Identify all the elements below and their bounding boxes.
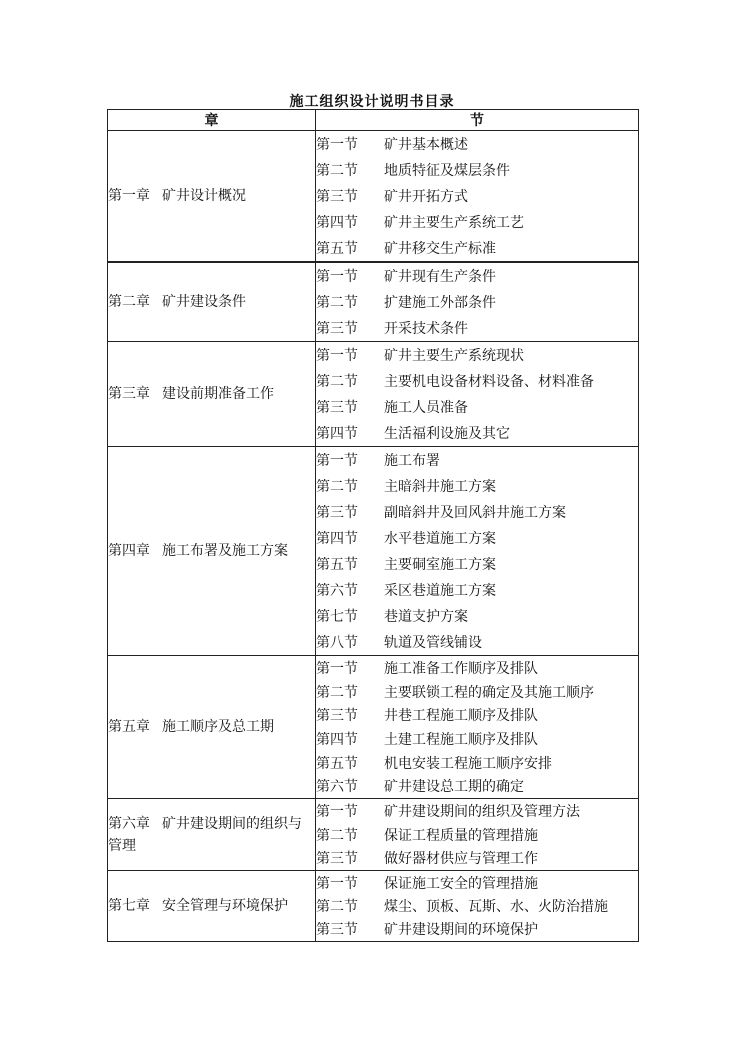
section-item (316, 703, 638, 727)
sections-cell (316, 342, 639, 447)
section-title: 矿井主要生产系统现状 (384, 348, 524, 364)
section-item (316, 235, 638, 261)
toc-body (108, 131, 639, 942)
chapter-number: 第五章 (108, 719, 150, 736)
chapter-cell (108, 342, 316, 447)
chapter-number: 第一章 (108, 188, 150, 204)
section-item (316, 209, 638, 235)
section-number: 第八节 (316, 635, 358, 651)
section-item (316, 656, 638, 680)
section-number: 第一节 (316, 875, 358, 892)
chapter-number: 第四章 (108, 543, 150, 559)
sections-cell (316, 262, 639, 342)
chapter-number: 第六章 (108, 815, 150, 832)
section-number: 第三节 (316, 708, 358, 725)
section-item (316, 918, 638, 941)
sections-cell (316, 799, 639, 871)
chapter-number: 第三章 (108, 386, 150, 402)
section-title: 巷道支护方案 (384, 609, 468, 625)
section-item (316, 847, 638, 871)
chapter-number: 第七章 (108, 898, 150, 915)
section-number: 第二节 (316, 163, 358, 179)
section-item (316, 289, 638, 315)
section-number: 第二节 (316, 479, 358, 495)
chapter-title: 施工顺序及总工期 (162, 719, 274, 736)
section-item (316, 629, 638, 655)
section-number: 第五节 (316, 755, 358, 772)
section-number: 第四节 (316, 731, 358, 748)
section-title: 施工布署 (384, 453, 440, 469)
section-item (316, 420, 638, 446)
section-number: 第三节 (316, 922, 358, 939)
section-title: 采区巷道施工方案 (384, 583, 496, 599)
section-number: 第二节 (316, 374, 358, 390)
section-title: 水平巷道施工方案 (384, 531, 496, 547)
section-item (316, 394, 638, 420)
chapter-cell (108, 447, 316, 656)
chapter-column-header: 章 (108, 110, 316, 131)
section-item (316, 894, 638, 917)
section-item (316, 751, 638, 775)
section-number: 第五节 (316, 241, 358, 257)
section-item (316, 603, 638, 629)
section-number: 第四节 (316, 426, 358, 442)
section-item (316, 551, 638, 577)
section-item (316, 680, 638, 704)
chapter-row (108, 262, 639, 342)
document-title: 施工组织设计说明书目录 (289, 94, 455, 110)
header-row (108, 110, 639, 131)
section-title: 主要硐室施工方案 (384, 557, 496, 573)
section-title: 主要机电设备材料设备、材料准备 (384, 374, 594, 390)
chapter-cell (108, 656, 316, 799)
section-title: 矿井基本概述 (384, 137, 468, 153)
section-number: 第三节 (316, 189, 358, 205)
section-number: 第三节 (316, 851, 358, 868)
section-title: 扩建施工外部条件 (384, 295, 496, 311)
toc-table (107, 109, 639, 942)
chapter-cell (108, 871, 316, 942)
section-title: 副暗斜井及回风斜井施工方案 (384, 505, 566, 521)
section-item (316, 342, 638, 368)
section-number: 第六节 (316, 779, 358, 796)
section-number: 第二节 (316, 295, 358, 311)
section-number: 第三节 (316, 505, 358, 521)
chapter-title: 建设前期准备工作 (162, 386, 274, 402)
section-item (316, 447, 638, 473)
section-title: 矿井建设期间的组织及管理方法 (384, 803, 580, 820)
chapter-row (108, 871, 639, 942)
section-item (316, 263, 638, 289)
section-number: 第二节 (316, 899, 358, 916)
section-number: 第四节 (316, 531, 358, 547)
section-item (316, 525, 638, 551)
section-title: 施工准备工作顺序及排队 (384, 660, 538, 677)
section-item (316, 157, 638, 183)
section-title: 矿井主要生产系统工艺 (384, 215, 524, 231)
section-title: 轨道及管线铺设 (384, 635, 482, 651)
chapter-title: 矿井建设期间的组织与管理 (108, 815, 302, 854)
section-title: 保证工程质量的管理措施 (384, 827, 538, 844)
section-title: 土建工程施工顺序及排队 (384, 731, 538, 748)
sections-cell (316, 871, 639, 942)
chapter-cell (108, 131, 316, 263)
section-item (316, 774, 638, 798)
section-title: 矿井移交生产标准 (384, 241, 496, 257)
section-item (316, 577, 638, 603)
section-number: 第一节 (316, 348, 358, 364)
section-title: 开采技术条件 (384, 321, 468, 337)
sections-cell (316, 447, 639, 656)
section-title: 矿井现有生产条件 (384, 269, 496, 285)
section-number: 第二节 (316, 827, 358, 844)
section-title: 机电安装工程施工顺序安排 (384, 755, 552, 772)
section-title: 施工人员准备 (384, 400, 468, 416)
section-title: 矿井开拓方式 (384, 189, 468, 205)
chapter-row (108, 131, 639, 263)
section-item (316, 368, 638, 394)
section-item (316, 799, 638, 823)
section-number: 第一节 (316, 269, 358, 285)
section-title: 生活福利设施及其它 (384, 426, 510, 442)
section-number: 第三节 (316, 321, 358, 337)
section-item (316, 131, 638, 157)
sections-cell (316, 656, 639, 799)
section-title: 煤尘、顶板、瓦斯、水、火防治措施 (384, 899, 608, 916)
section-number: 第二节 (316, 684, 358, 701)
chapter-row (108, 342, 639, 447)
section-number: 第六节 (316, 583, 358, 599)
section-title: 做好器材供应与管理工作 (384, 851, 538, 868)
section-number: 第三节 (316, 400, 358, 416)
chapter-title: 安全管理与环境保护 (162, 898, 288, 915)
chapter-cell (108, 262, 316, 342)
section-item (316, 871, 638, 894)
section-title: 矿井建设期间的环境保护 (384, 922, 538, 939)
chapter-row (108, 799, 639, 871)
section-item (316, 315, 638, 341)
section-item (316, 183, 638, 209)
section-title: 地质特征及煤层条件 (384, 163, 510, 179)
section-column-header: 节 (316, 110, 639, 131)
section-item (316, 473, 638, 499)
chapter-row (108, 656, 639, 799)
section-title: 矿井建设总工期的确定 (384, 779, 524, 796)
section-number: 第一节 (316, 660, 358, 677)
section-number: 第一节 (316, 453, 358, 469)
section-title: 井巷工程施工顺序及排队 (384, 708, 538, 725)
chapter-title: 矿井设计概况 (162, 188, 246, 204)
section-item (316, 823, 638, 847)
chapter-title: 矿井建设条件 (162, 294, 246, 310)
chapter-row (108, 447, 639, 656)
section-number: 第一节 (316, 137, 358, 153)
section-item (316, 727, 638, 751)
chapter-number: 第二章 (108, 294, 150, 310)
sections-cell (316, 131, 639, 263)
section-title: 主要联锁工程的确定及其施工顺序 (384, 684, 594, 701)
chapter-cell (108, 799, 316, 871)
section-number: 第四节 (316, 215, 358, 231)
section-title: 主暗斜井施工方案 (384, 479, 496, 495)
chapter-title: 施工布署及施工方案 (162, 543, 288, 559)
section-number: 第五节 (316, 557, 358, 573)
section-number: 第一节 (316, 803, 358, 820)
section-title: 保证施工安全的管理措施 (384, 875, 538, 892)
section-number: 第七节 (316, 609, 358, 625)
section-item (316, 499, 638, 525)
